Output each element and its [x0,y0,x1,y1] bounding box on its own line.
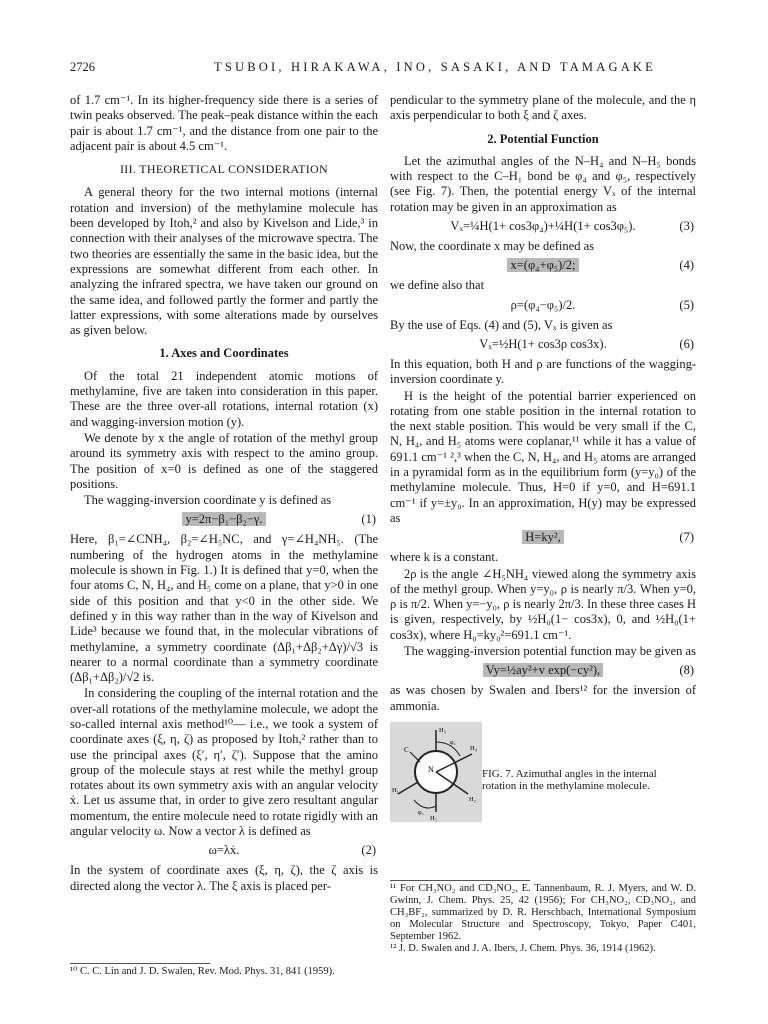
equation-body: ω=λẋ. [208,843,240,858]
equation-body: H=ky², [522,530,563,544]
footnote-12: ¹² J. D. Swalen and J. A. Ibers, J. Chem. Phys. 36, 1914 (1962). [390,943,656,954]
equation-body: Vy=½ay²+v exp(−cy²), [483,663,603,677]
equation-number: (3) [679,219,694,234]
label-h5: H₅ [430,814,437,822]
footnote-11: ¹¹ For CH₃NO₂ and CD₃NO₂, E. Tannenbaum, R. J. Myers, and W. D. Gwinn, J. Chem. Phys. 25, 42 (1956); For CH₃NO₂, CD₃NO₂, and CH₃BF₂, summarized by D. R. Herschbach, International Symposium on Molecular Structure and Spectroscopy, Tokyo, Paper C401, September 1962. [390,883,696,942]
section-heading: III. THEORETICAL CONSIDERATION [120,162,328,177]
paragraph: We denote by x the angle of rotation of the methyl group around its symmetry axis with respect to the amino group. The position of x=0 is defined as one of the staggered positions. [70,430,378,491]
footnote-10: ¹⁰ C. C. Lin and J. D. Swalen, Rev. Mod. Phys. 31, 841 (1959). [70,966,335,977]
equation-number: (2) [361,843,376,858]
equation-body: Vₓ=¼H(1+ cos3φ₄)+¼H(1+ cos3φ₅). [450,219,636,234]
paragraph: where k is a constant. [390,550,498,565]
right-column [390,93,696,828]
paragraph: The wagging-inversion coordinate y is defined as [84,493,332,508]
label-h4: H₄ [470,744,477,752]
equation-body: ρ=(φ₄−φ₅)/2. [510,297,576,312]
paragraph: of 1.7 cm⁻¹. In its higher-frequency side there is a series of twin peaks observed. The peak–peak distance within the each pair is about 1.7 cm⁻¹, and the distance from one pair to the adjacent pair is about 4.5 cm⁻¹. [70,93,378,153]
equation-8 [390,662,696,679]
paragraph: Let the azimuthal angles of the N–H₄ and N–H₅ bonds with respect to the C–H₁ bond be φ₄ and φ₅, respectively (see Fig. 7). Then, the potential energy Vₓ of the internal rotation may be given in an approximation as [390,153,696,214]
label-h3: H₃ [439,726,446,734]
right-footnotes [390,880,696,955]
paragraph: In this equation, both H and ρ are functions of the wagging-inversion coordinate y. [390,356,696,387]
figure-caption: FIG. 7. Azimuthal angles in the internal rotation in the methylamine molecule. [482,767,657,793]
paragraph: Of the total 21 independent atomic motions of methylamine, five are taken into consideration in this paper. These are the three over-all rotations, internal rotation (x) and wagging-inversion motion (y). [70,368,378,429]
label-phi4: φ₄ [450,739,456,746]
equation-7 [390,529,696,546]
figure-7-diagram [390,722,482,822]
paragraph: In considering the coupling of the internal rotation and the over-all rotations of the methylamine molecule, we adopt the so-called internal axis method¹⁰— i.e., we took a system of coordinate axes (ξ, η, ζ) as proposed by Itoh,² rather than to use the principal axes (ξ′, η′, ζ′). Suppose that the amino group of the molecule stays at rest while the methyl group rotates about its own symmetry axis with an angular velocity ẋ. Let us assume that, in order to give zero resultant angular momentum, the entire molecule need to rotate rigidly with an angular velocity ω. Now a vector λ is defined as [70,686,378,839]
equation-number: (5) [679,297,694,312]
equation-number: (1) [361,512,376,527]
figure-7 [390,722,696,822]
subsection-heading: 2. Potential Function [487,131,599,146]
paragraph: we define also that [390,278,485,293]
paragraph: H is the height of the potential barrier experienced on rotating from one stable position in the internal rotation to the next stable position. This would be very small if the C, N, H₄, and H₅ atoms were coplanar,¹¹ while it has a value of 691.1 cm⁻¹ ²,³ when the C, N, H₄, and H₅ atoms are arranged in a pyramidal form as in the equilibrium form (y=y₀) of the methylamine molecule. Thus, H=0 if y=0, and H=691.1 cm⁻¹ if y=±y₀. In an approximation, H(y) may be expressed as [390,388,696,525]
equation-number: (8) [679,663,694,678]
label-n: N [428,764,434,774]
equation-3 [390,218,696,235]
paragraph: A general theory for the two internal motions (internal rotation and inversion) of the methylamine molecule has been developed by Itoh,² and also by Kivelson and Lide,³ in connection with their analyses of the microwave spectra. The two theories are essentially the same in the basic idea, but the expressions are somewhat different from each other. In analyzing the infrared spectra, we have taken our ground on the same idea, and followed partly the former and partly the latter expressions, with some alterations made by ourselves as given below. [70,185,378,338]
label-phi5: φ₅ [418,809,424,816]
equation-body: Vₓ=½H(1+ cos3ρ cos3x). [479,336,607,351]
equation-2 [70,842,378,859]
paragraph: as was chosen by Swalen and Ibers¹² for the inversion of ammonia. [390,683,696,713]
running-head-authors: TSUBOI, HIRAKAWA, INO, SASAKI, AND TAMAGAKE [214,60,656,74]
paragraph: pendicular to the symmetry plane of the molecule, and the η axis perpendicular to both ξ and ζ axes. [390,93,696,123]
label-h2: H₂ [469,795,476,803]
equation-6 [390,336,696,353]
page-number: 2726 [70,60,95,74]
equation-body: y=2π−β₁−β₂−γ. [182,512,265,526]
footnote-rule [390,880,530,881]
equation-number: (7) [679,530,694,545]
footnote-rule [70,963,210,964]
paragraph: Now, the coordinate x may be defined as [390,239,594,254]
paragraph: By the use of Eqs. (4) and (5), Vₓ is given as [390,317,613,332]
paragraph: In the system of coordinate axes (ξ, η, ζ), the ζ axis is directed along the vector λ. The ξ axis is placed per- [70,863,378,893]
equation-body: x=(φ₄+φ₅)/2; [507,258,578,272]
equation-number: (4) [679,258,694,273]
paragraph: 2ρ is the angle ∠H₅NH₄ viewed along the symmetry axis of the methyl group. When y=y₀, ρ is nearly π/3. When y=0, ρ is π/2. When y=−y₀, ρ is nearly 2π/3. In these three cases H is given, respectively, by ½H₀(1− cos3x), 0, and ½H₀(1+ cos3x), where H₀=ky₀²=691.1 cm⁻¹. [390,566,696,642]
label-h1: H₁ [392,786,399,794]
running-header [70,60,700,76]
paragraph: Here, β₁=∠CNH₄, β₂=∠H₅NC, and γ=∠H₄NH₅. (The numbering of the hydrogen atoms in the methylamine molecule is shown in Fig. 1.) It is defined that y=0, when the four atoms C, N, H₄, and H₅ come on a plane, that y>0 in one side of this position and that y<0 in the other side. We defined y in this way rather than in the way of Kivelson and Lide³ because we found that, in the molecular vibrations of methylamine, a symmetry coordinate (Δβ₁+Δβ₂+Δγ)/√3 is nearer to a normal coordinate than a symmetry coordinate (Δβ₁+Δβ₂)/√2 is. [70,532,378,685]
label-c: C [404,745,409,754]
equation-4 [390,257,696,274]
equation-1 [70,511,378,528]
equation-5 [390,297,696,314]
paragraph: The wagging-inversion potential function may be given as [404,644,696,659]
left-column [70,93,378,895]
subsection-heading: 1. Axes and Coordinates [159,346,289,361]
left-footnotes [70,963,378,978]
equation-number: (6) [679,336,694,351]
